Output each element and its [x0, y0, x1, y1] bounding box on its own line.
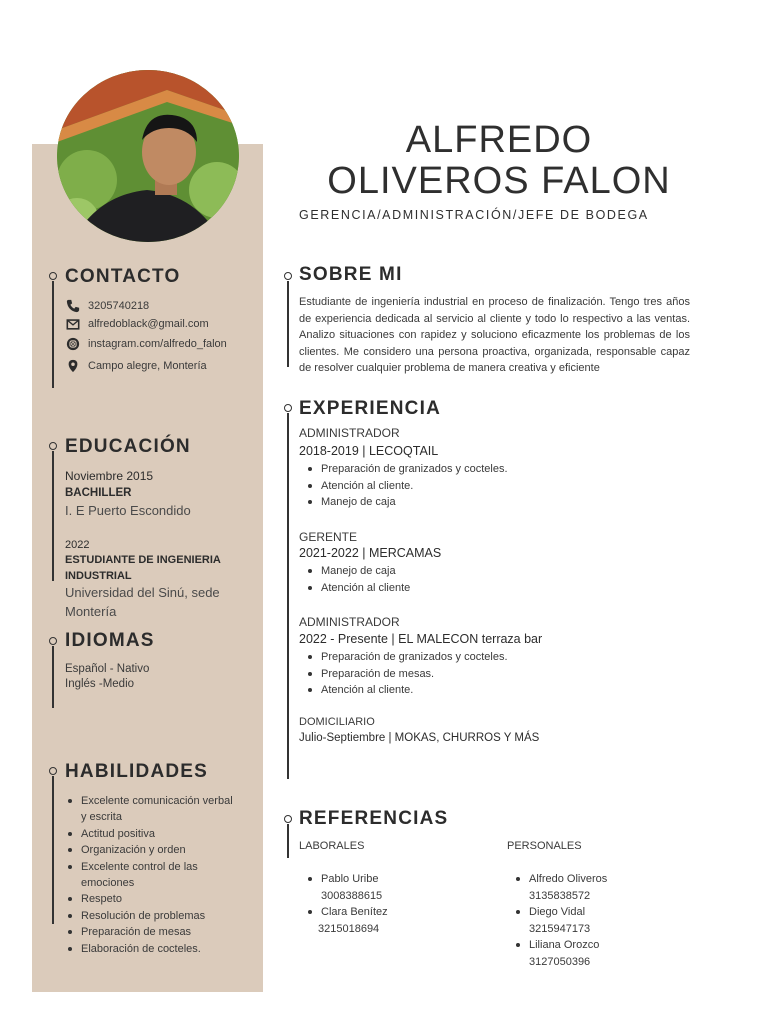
personal-references-list [514, 871, 694, 970]
languages-title: IDIOMAS [65, 630, 155, 651]
experience-title: EXPERIENCIA [299, 398, 442, 419]
mail-icon [66, 317, 80, 331]
reference-name: Liliana Orozco [529, 939, 600, 951]
about-title: SOBRE MI [299, 264, 403, 285]
job-role: GERENTE [299, 530, 358, 544]
references-personal-label: PERSONALES [507, 840, 582, 852]
job-period: Julio-Septiembre | MOKAS, CHURROS Y MÁS [299, 732, 540, 744]
timeline-line [52, 281, 54, 388]
skills-list [66, 793, 236, 957]
reference-phone: 3215947173 [529, 922, 591, 935]
timeline-line [287, 824, 289, 858]
reference-name: Pablo Uribe [321, 873, 379, 885]
reference-item [306, 904, 466, 937]
timeline-line [287, 281, 289, 367]
skills-title: HABILIDADES [65, 761, 209, 782]
timeline-dot [284, 815, 292, 823]
skill-item: Elaboración de cocteles. [66, 941, 236, 957]
contact-instagram[interactable] [66, 337, 227, 351]
job-task: Manejo de caja [306, 494, 508, 511]
job-tasks [306, 461, 508, 511]
job-period: 2022 - Presente | EL MALECON terraza bar [299, 632, 543, 646]
skill-item: Excelente control de las emociones [66, 859, 236, 892]
education-title: EDUCACIÓN [65, 436, 191, 457]
location-pin-icon [66, 359, 80, 373]
job-tasks [306, 563, 410, 596]
job-role: ADMINISTRADOR [299, 426, 400, 440]
skill-item: Resolución de problemas [66, 908, 236, 924]
timeline-dot [49, 442, 57, 450]
education-degree: BACHILLER [65, 487, 132, 499]
reference-item [514, 871, 694, 904]
skill-item: Preparación de mesas [66, 924, 236, 940]
contact-text: alfredoblack@gmail.com [88, 318, 209, 330]
timeline-line [287, 413, 289, 779]
about-text: Estudiante de ingeniería industrial en proceso de finalización. Tengo tres años de experiencia dedicada al servicio al cliente y todo lo respectivo a las ventas. Analizo situaciones con rapidez y soluciono eficazmente los problemas de los clientes. Me considero una persona proactiva, organizada, responsable capaz de resolver cualquier problema de manera creativa y eficiente [299, 296, 690, 374]
education-degree-line2: INDUSTRIAL [65, 570, 132, 582]
education-date: 2022 [65, 539, 90, 551]
language-item: Español - Nativo [65, 663, 150, 675]
education-date: Noviembre 2015 [65, 469, 154, 483]
job-role: DOMICILIARIO [299, 716, 375, 728]
skill-item: Organización y orden [66, 842, 236, 858]
contact-text: instagram.com/alfredo_falon [88, 338, 227, 350]
timeline-dot [49, 272, 57, 280]
job-task: Atención al cliente [306, 580, 410, 597]
name-line-1: ALFREDO [405, 119, 593, 161]
language-item: Inglés -Medio [65, 678, 135, 690]
timeline-line [52, 646, 54, 708]
timeline-dot [49, 637, 57, 645]
skill-item: Respeto [66, 891, 236, 907]
skill-item: Excelente comunicación verbal y escrita [66, 793, 236, 826]
references-title: REFERENCIAS [299, 808, 449, 829]
job-task: Atención al cliente. [306, 682, 508, 699]
reference-name: Alfredo Oliveros [529, 873, 608, 885]
education-degree-line1: ESTUDIANTE DE INGENIERIA [65, 554, 221, 566]
timeline-line [52, 451, 54, 581]
reference-item [306, 871, 466, 904]
reference-name: Clara Benítez [321, 906, 388, 918]
contact-location[interactable] [66, 359, 207, 373]
reference-item [514, 937, 694, 970]
job-period: 2018-2019 | LECOQTAIL [299, 444, 439, 458]
skill-item: Actitud positiva [66, 826, 236, 842]
reference-phone: 3008388615 [321, 889, 383, 902]
contact-title: CONTACTO [65, 266, 181, 287]
job-task: Manejo de caja [306, 563, 410, 580]
person-name [299, 120, 699, 202]
work-references-list [306, 871, 466, 937]
education-school-line2: Montería [65, 604, 117, 619]
contact-phone[interactable] [66, 299, 149, 313]
references-work-label: LABORALES [299, 840, 365, 852]
job-task: Preparación de mesas. [306, 666, 508, 683]
reference-item [514, 904, 694, 937]
job-task: Preparación de granizados y cocteles. [306, 461, 508, 478]
name-line-2: OLIVEROS FALON [327, 160, 671, 202]
job-period: 2021-2022 | MERCAMAS [299, 546, 442, 560]
timeline-dot [49, 767, 57, 775]
job-role: ADMINISTRADOR [299, 615, 400, 629]
contact-email[interactable] [66, 317, 209, 331]
reference-phone: 3135838572 [529, 889, 591, 902]
instagram-icon [66, 337, 80, 351]
timeline-line [52, 776, 54, 924]
education-school: I. E Puerto Escondido [65, 503, 191, 518]
job-task: Atención al cliente. [306, 478, 508, 495]
job-title: GERENCIA/ADMINISTRACIÓN/JEFE DE BODEGA [299, 208, 649, 222]
timeline-dot [284, 272, 292, 280]
contact-text: 3205740218 [88, 300, 150, 312]
reference-name: Diego Vidal [529, 906, 586, 918]
phone-icon [66, 299, 80, 313]
job-task: Preparación de granizados y cocteles. [306, 649, 508, 666]
timeline-dot [284, 404, 292, 412]
contact-text: Campo alegre, Montería [88, 360, 207, 372]
reference-phone: 3127050396 [529, 955, 591, 968]
reference-phone: 3215018694 [318, 922, 380, 935]
job-tasks [306, 649, 508, 699]
education-school-line1: Universidad del Sinú, sede [65, 585, 220, 600]
profile-photo [57, 70, 239, 242]
